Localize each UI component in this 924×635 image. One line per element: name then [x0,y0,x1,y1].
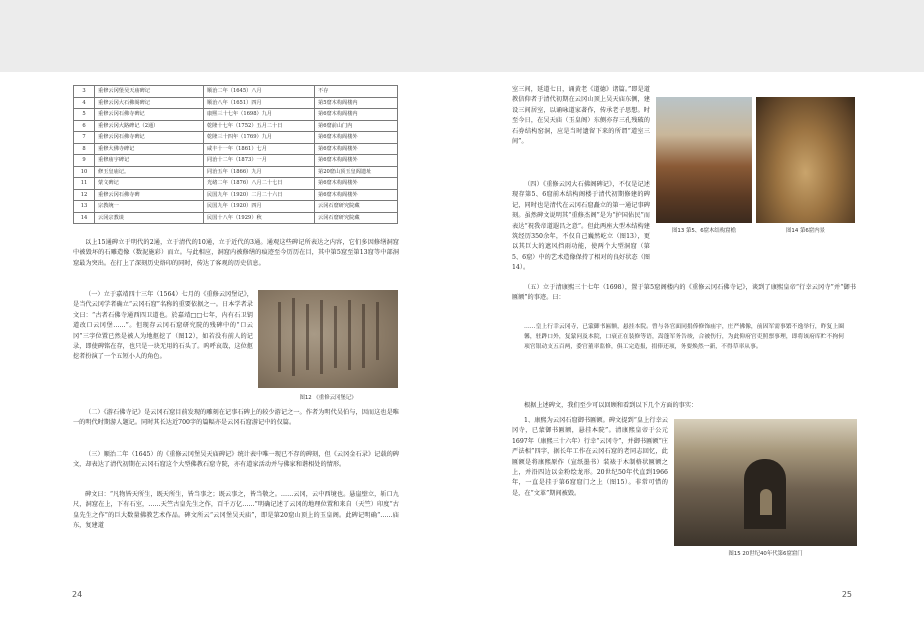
left-paragraph-4: （三）顺治二年（1645）的《重修云冈堡吴天庙碑记》统计表中唯一现已不存的碑刻，但《云冈金石录》记载的碑文，却表达了清代初期在云冈石窟这个大型佛教石窟寺院，亦有道家活动并与佛家和谐相处的情形。 [73,451,399,469]
table-row [74,120,398,132]
stele-date: 民国十八年（1929）秋 [204,212,315,224]
stele-table-body [74,86,398,224]
row-number: 3 [74,86,95,98]
stele-date: 同治十二年（1873）一月 [204,155,315,167]
quoted-stele-text: ……皇上行幸云冈寺，已蒙御书匾额，悬挂本院。曾与各官面同捐俸修饰庙宇，庄严佛像，前因军需事繁不逸举行，昨复上圈馨，驻跸口外，复蒙问及本院，口衰正在装修等语，嵩蓬军务告竣，合被伤行，为此仰府官吏照票事理，即将该府库贮不拘何项官银动支五百两，委官董率监修，俱工完造报，捐俸还项，务要焕然一新，不得草率从事。 [524,324,844,350]
stele-name: 云冈宗教谈 [95,212,204,224]
stele-date: 顺治八年（1651）四月 [204,97,315,109]
stele-location: 第6窟木构阁楼外 [315,178,398,190]
stele-name: 重修云冈石佛寺碑记 [95,132,204,144]
stele-date: 顺治二年（1645）八月 [204,86,315,98]
row-number: 10 [74,166,95,178]
row-number: 8 [74,143,95,155]
table-row [74,212,398,224]
stele-name: 蒙文碑记 [95,178,204,190]
left-paragraph-3: （二）《游石佛寺记》是云冈石窟目前发现的雕刻在记事石碑上的较少游记之一。作者为明代吴伯与，因而这也是唯一的明代时期游人题记。同时其长达近700字的篇幅亦是云冈石窟游记中的仅篇。 [73,409,399,427]
table-row [74,109,398,121]
right-paragraph-3: （五）立于清康熙三十七年（1698），置于第5窟阁楼内的《重修云冈石佛寺记》，谈到了康熙皇帝“行幸云冈寺”并“御书匾额”的事迹。曰： [512,284,856,302]
stele-location: 第6窟木构阁楼外 [315,189,398,201]
fig13-photo [656,97,752,223]
row-number: 13 [74,201,95,213]
table-row [74,178,398,190]
fig14-caption: 图14 第6窟内景 [786,228,825,234]
stele-name: 宗教统一 [95,201,204,213]
row-number: 5 [74,109,95,121]
stele-name: 重修庙宇碑记 [95,155,204,167]
stele-location: 第6窟木构阁楼内 [315,109,398,121]
left-paragraph-1: 以上15通碑立于明代的2通，立于清代的10通，立于近代的3通。通观这些碑记所表达之内容，它们多因修缮洞窟中被毁坏的石雕造像（数泥施彩）而立。与此相应，洞窟内被修缮的痕迹至今历历在目，其中第5窟至第13窟等中部洞窟最为突出。在打上了深刻历史烙印的同时，传达了客观的历史信息。 [73,239,399,267]
table-row [74,86,398,98]
table-row [74,155,398,167]
table-row [74,132,398,144]
stele-date: 光绪二年（1876）八月二十七日 [204,178,315,190]
table-row [74,189,398,201]
right-paragraph-1: 室三间，延道七日，诵黄老《道德》诸篇。”即是道教信仰者于清代初期在云冈山顶上吴天庙东侧，建设三间居室，以诵咏道家著作，传承老子思想。时至今日，在吴天庙（玉皇阁）东侧亦存三孔残破的石券结构窑洞，应是当时遗留下来的所谓“道室三间”。 [512,86,650,146]
left-page-number: 24 [72,590,83,599]
row-number: 6 [74,120,95,132]
stele-location: 第6窟木构阁楼外 [315,132,398,144]
stele-date: 咸丰十一年（1861）七月 [204,143,315,155]
right-paragraph-2: （四）《重修云冈大石佛阁碑记》，不仅是记述现存第5、6窟前木结构阁楼于清代初期修建的碑记，同时也是清代在云冈石窟矗立的第一通记事碑刻。虽然碑文说明其“重修杰阁”是为“护国佑民”而表达“祝我帝道遐昌之意”。但此两座大型木结构建筑经历350余年，不仅自己巍然屹立（图13），更以其巨大的遮风挡雨功能，使两个大型洞窟（第5、6窟）中的艺术造像保持了相对的良好状态（图14）。 [512,181,650,272]
stele-location: 第6窟前山门内 [315,120,398,132]
stele-name: 重修云冈石佛寺碑记 [95,109,204,121]
fig12-caption: 图12 《重修云冈堡记》 [299,395,357,401]
right-paragraph-5: 1、康熙为云冈石窟御书匾额。碑文提到“皇上行幸云冈寺，已蒙御书匾额，悬挂本院”。清康熙皇帝于公元1697年（康熙三十六年）行幸“云冈寺”，并御书匾额“庄严法相”四字，据长年工作在云冈石窟的老同志回忆，此匾额是将康熙原作（宣纸墨书）装裱于木制格状匾额之上，并沿四边以金粉绘龙形。20世纪50年代直到1966年，一直是挂于第6窟窟门之上（图15）。非常可惜的是，在“文革”期间被毁。 [512,417,668,497]
stele-location: 第6窟木构阁楼外 [315,143,398,155]
left-page-header-band [0,0,462,72]
stele-name: 重修云冈大石佛阁碑记 [95,97,204,109]
right-page [462,0,924,635]
table-row [74,201,398,213]
stele-location: 第6窟木构阁楼外 [315,155,398,167]
stele-name: 重修云冈大路碑记（2通） [95,120,204,132]
table-row [74,143,398,155]
fig13-caption: 图13 第5、6窟木结构窟檐 [672,228,736,234]
stele-name: 修玉皇庙记。 [95,166,204,178]
table-row [74,166,398,178]
row-number: 4 [74,97,95,109]
stele-name: 重修大佛寺碑记 [95,143,204,155]
row-number: 11 [74,178,95,190]
right-page-header-band [462,0,924,72]
stele-location: 第5窟木构阁楼内 [315,97,398,109]
stele-date: 乾隆十七年（1752）五月二十日 [204,120,315,132]
stele-date: 民国九年（1920）二月二十六日 [204,189,315,201]
right-paragraph-4: 根据上述碑文，我们至少可以回顾和看到以下几个方面的事实： [524,402,698,409]
left-paragraph-2: （一）立于嘉靖四十三年（1564）七月的《重修云冈堡记》，是当代云冈学者确立“云冈石窟”名称的重要依据之一。日本学者录文曰：“古者石佛寺通西四卫道也。於嘉靖□□七年，内有石卫钥道改口云冈堡……”。但现存云冈石窟研究院的残碑中的“口云冈”三字位置已然是被人为地抠挖了（图12），如若没有前人的记录，即使碑铭在存，也只是一块无用的石头了。呜呼哀哉，这位抠挖者扮演了一个五短小人的角色。 [73,291,253,361]
row-number: 9 [74,155,95,167]
table-row [74,97,398,109]
stele-date: 乾隆三十四年（1769）九月 [204,132,315,144]
row-number: 14 [74,212,95,224]
right-page-number: 25 [841,590,852,599]
row-number: 7 [74,132,95,144]
stele-date: 民国九年（1920）四月 [204,201,315,213]
stele-table [73,85,398,224]
stele-location: 不存 [315,86,398,98]
stele-location: 云冈石窟研究院藏 [315,212,398,224]
stele-location: 云冈石窟研究院藏 [315,201,398,213]
stele-location: 第20窟山顶玉皇阁遗址 [315,166,398,178]
stele-date: 康熙三十七年（1698）九月 [204,109,315,121]
stele-name: 重修云冈石佛寺碑 [95,189,204,201]
row-number: 12 [74,189,95,201]
fig15-caption: 图15 20世纪40年代第6窟窟门 [728,551,803,557]
stele-image [258,290,398,388]
stele-date: 同治五年（1866）九月 [204,166,315,178]
fig14-photo [756,97,855,223]
stele-name: 重修云冈堡吴天庙碑记 [95,86,204,98]
left-paragraph-5: 碑文曰：“凡物皆天所生，既天所生，皆当事之；既云事之，皆当敬之。……云冈，云中西境也。悬崖壁立，斩口九尺，洞窟在上，下有石室，……天竺古皇先生之作，百千万亿……”明确记述了云冈的地理位置和来自（天竺）印度“古皇先生之作”的巨大数量佛教艺术作品。碑文所云“云冈堡吴天庙”，即是第20窟山顶上的玉皇阁。此碑记明确“……庙东，复建道 [73,491,399,530]
fig15-photo [674,419,857,546]
